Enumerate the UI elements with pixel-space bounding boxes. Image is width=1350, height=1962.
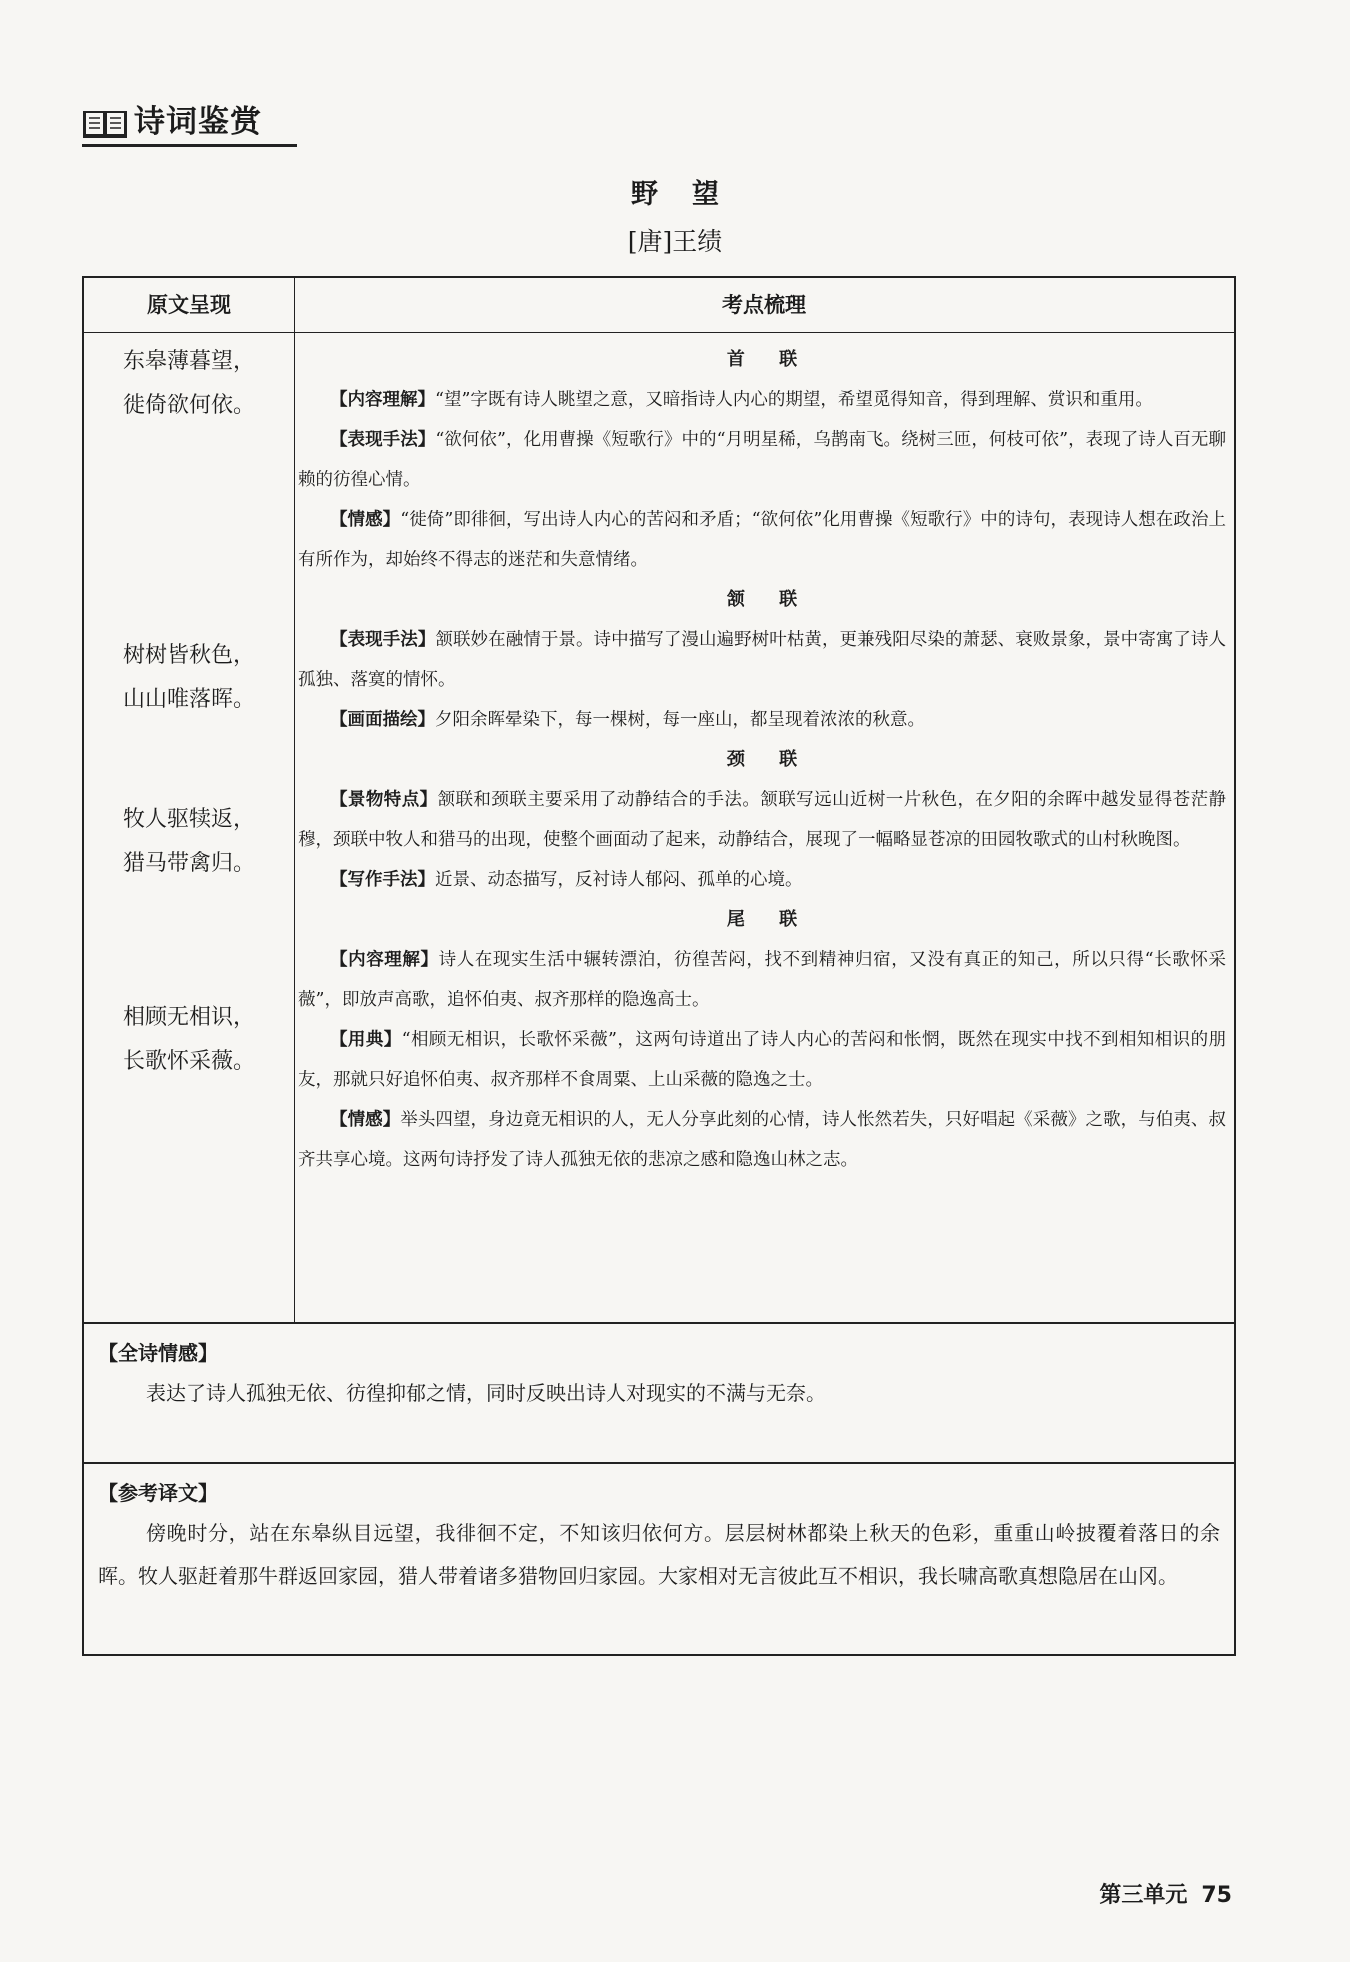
unit-label: 第三单元 <box>1099 1883 1188 1908</box>
translation-text: 傍晚时分，站在东皋纵目远望，我徘徊不定，不知该归依何方。层层树林都染上秋天的色彩，重重山岭披覆着落日的余晖。牧人驱赶着那牛群返回家园，猎人带着诸多猎物回归家园。大家相对无言彼此互不相识，我长啸高歌真想隐居在山冈。 <box>98 1521 1220 1588</box>
poem-couplet-2 <box>84 634 294 722</box>
poem-line: 相顾无相识， <box>122 1005 255 1030</box>
note-item <box>298 420 1226 500</box>
note-item <box>298 780 1226 860</box>
section-header <box>82 104 262 140</box>
poem-couplet-1 <box>84 340 294 428</box>
poem-line: 山山唯落晖。 <box>122 687 255 712</box>
header-rule <box>82 144 297 147</box>
note-item <box>298 1020 1226 1100</box>
note-item <box>298 500 1226 580</box>
emotion-text: 表达了诗人孤独无依、彷徨抑郁之情，同时反映出诗人对现实的不满与无奈。 <box>146 1381 826 1405</box>
note-tag: 【表现手法】 <box>330 630 436 650</box>
page-number: 75 <box>1201 1883 1232 1908</box>
couplet-heading: 颈 联 <box>726 749 812 770</box>
emotion-box <box>82 1322 1236 1464</box>
poem-title: 野望 <box>631 179 753 210</box>
couplet-heading: 颔 联 <box>726 589 812 610</box>
note-tag: 【景物特点】 <box>330 790 438 810</box>
note-tag: 【表现手法】 <box>330 430 436 450</box>
note-text: “徙倚”即徘徊，写出诗人内心的苦闷和矛盾；“欲何依”化用曹操《短歌行》中的诗句，表现诗人想在政治上有所作为，却始终不得志的迷茫和失意情绪。 <box>298 510 1226 570</box>
note-tag: 【画面描绘】 <box>330 710 435 730</box>
column-divider <box>294 278 295 1322</box>
note-text: 颔联和颈联主要采用了动静结合的手法。颔联写远山近树一片秋色，在夕阳的余晖中越发显得苍茫静穆，颈联中牧人和猎马的出现，使整个画面动了起来，动静结合，展现了一幅略显苍凉的田园牧歌式的山村秋晚图。 <box>298 790 1227 850</box>
note-tag: 【内容理解】 <box>330 390 435 410</box>
note-tag: 【情感】 <box>330 510 401 530</box>
poem-line: 牧人驱犊返， <box>122 807 255 832</box>
poem-line: 东皋薄暮望， <box>122 349 255 374</box>
poem-line: 猎马带禽归。 <box>122 851 255 876</box>
poem-couplet-4 <box>84 996 294 1084</box>
page-footer <box>1085 1878 1232 1909</box>
note-item <box>298 620 1226 700</box>
note-item <box>298 380 1226 420</box>
poem-author: [唐]王绩 <box>627 227 723 256</box>
note-text: 夕阳余晖晕染下，每一棵树，每一座山，都呈现着浓浓的秋意。 <box>435 710 925 730</box>
note-tag: 【情感】 <box>330 1110 401 1130</box>
note-tag: 【内容理解】 <box>330 950 439 970</box>
note-tag: 【写作手法】 <box>330 870 435 890</box>
note-item <box>298 860 1226 900</box>
key-points-column <box>298 340 1226 1180</box>
note-text: 颔联妙在融情于景。诗中描写了漫山遍野树叶枯黄，更兼残阳尽染的萧瑟、衰败景象，景中寄寓了诗人孤独、落寞的情怀。 <box>298 630 1226 690</box>
translation-box <box>82 1462 1236 1656</box>
couplet-heading: 尾 联 <box>726 909 812 930</box>
poem-couplet-3 <box>84 798 294 886</box>
note-text: 举头四望，身边竟无相识的人，无人分享此刻的心情，诗人怅然若失，只好唱起《采薇》之歌，与伯夷、叔齐共享心境。这两句诗抒发了诗人孤独无依的悲凉之感和隐逸山林之志。 <box>298 1110 1226 1170</box>
note-text: 近景、动态描写，反衬诗人郁闷、孤单的心境。 <box>435 870 803 890</box>
couplet-heading: 首 联 <box>726 349 812 370</box>
note-item <box>298 940 1226 1020</box>
poem-line: 长歌怀采薇。 <box>122 1049 255 1074</box>
note-item <box>298 700 1226 740</box>
header-original-text: 原文呈现 <box>147 293 231 317</box>
emotion-title: 【全诗情感】 <box>98 1341 218 1365</box>
header-key-points: 考点梳理 <box>722 293 806 317</box>
note-text: 诗人在现实生活中辗转漂泊，彷徨苦闷，找不到精神归宿，又没有真正的知己，所以只得“长歌怀采薇”，即放声高歌，追怀伯夷、叔齐那样的隐逸高士。 <box>298 950 1226 1010</box>
note-tag: 【用典】 <box>330 1030 402 1050</box>
table-header-row <box>84 278 1234 333</box>
poem-line: 树树皆秋色， <box>122 643 255 668</box>
note-text: “望”字既有诗人眺望之意，又暗指诗人内心的期望，希望觅得知音，得到理解、赏识和重用。 <box>435 390 1153 410</box>
poem-line: 徙倚欲何依。 <box>122 393 255 418</box>
note-text: “欲何依”，化用曹操《短歌行》中的“月明星稀，乌鹊南飞。绕树三匝，何枝可依”，表现了诗人百无聊赖的彷徨心情。 <box>298 430 1226 490</box>
analysis-table <box>82 276 1236 1324</box>
translation-title: 【参考译文】 <box>98 1481 218 1505</box>
book-icon <box>82 108 128 140</box>
note-item <box>298 1100 1226 1180</box>
note-text: “相顾无相识，长歌怀采薇”，这两句诗道出了诗人内心的苦闷和怅惘，既然在现实中找不到相知相识的朋友，那就只好追怀伯夷、叔齐那样不食周粟、上山采薇的隐逸之士。 <box>298 1030 1227 1090</box>
section-title: 诗词鉴赏 <box>134 104 262 140</box>
